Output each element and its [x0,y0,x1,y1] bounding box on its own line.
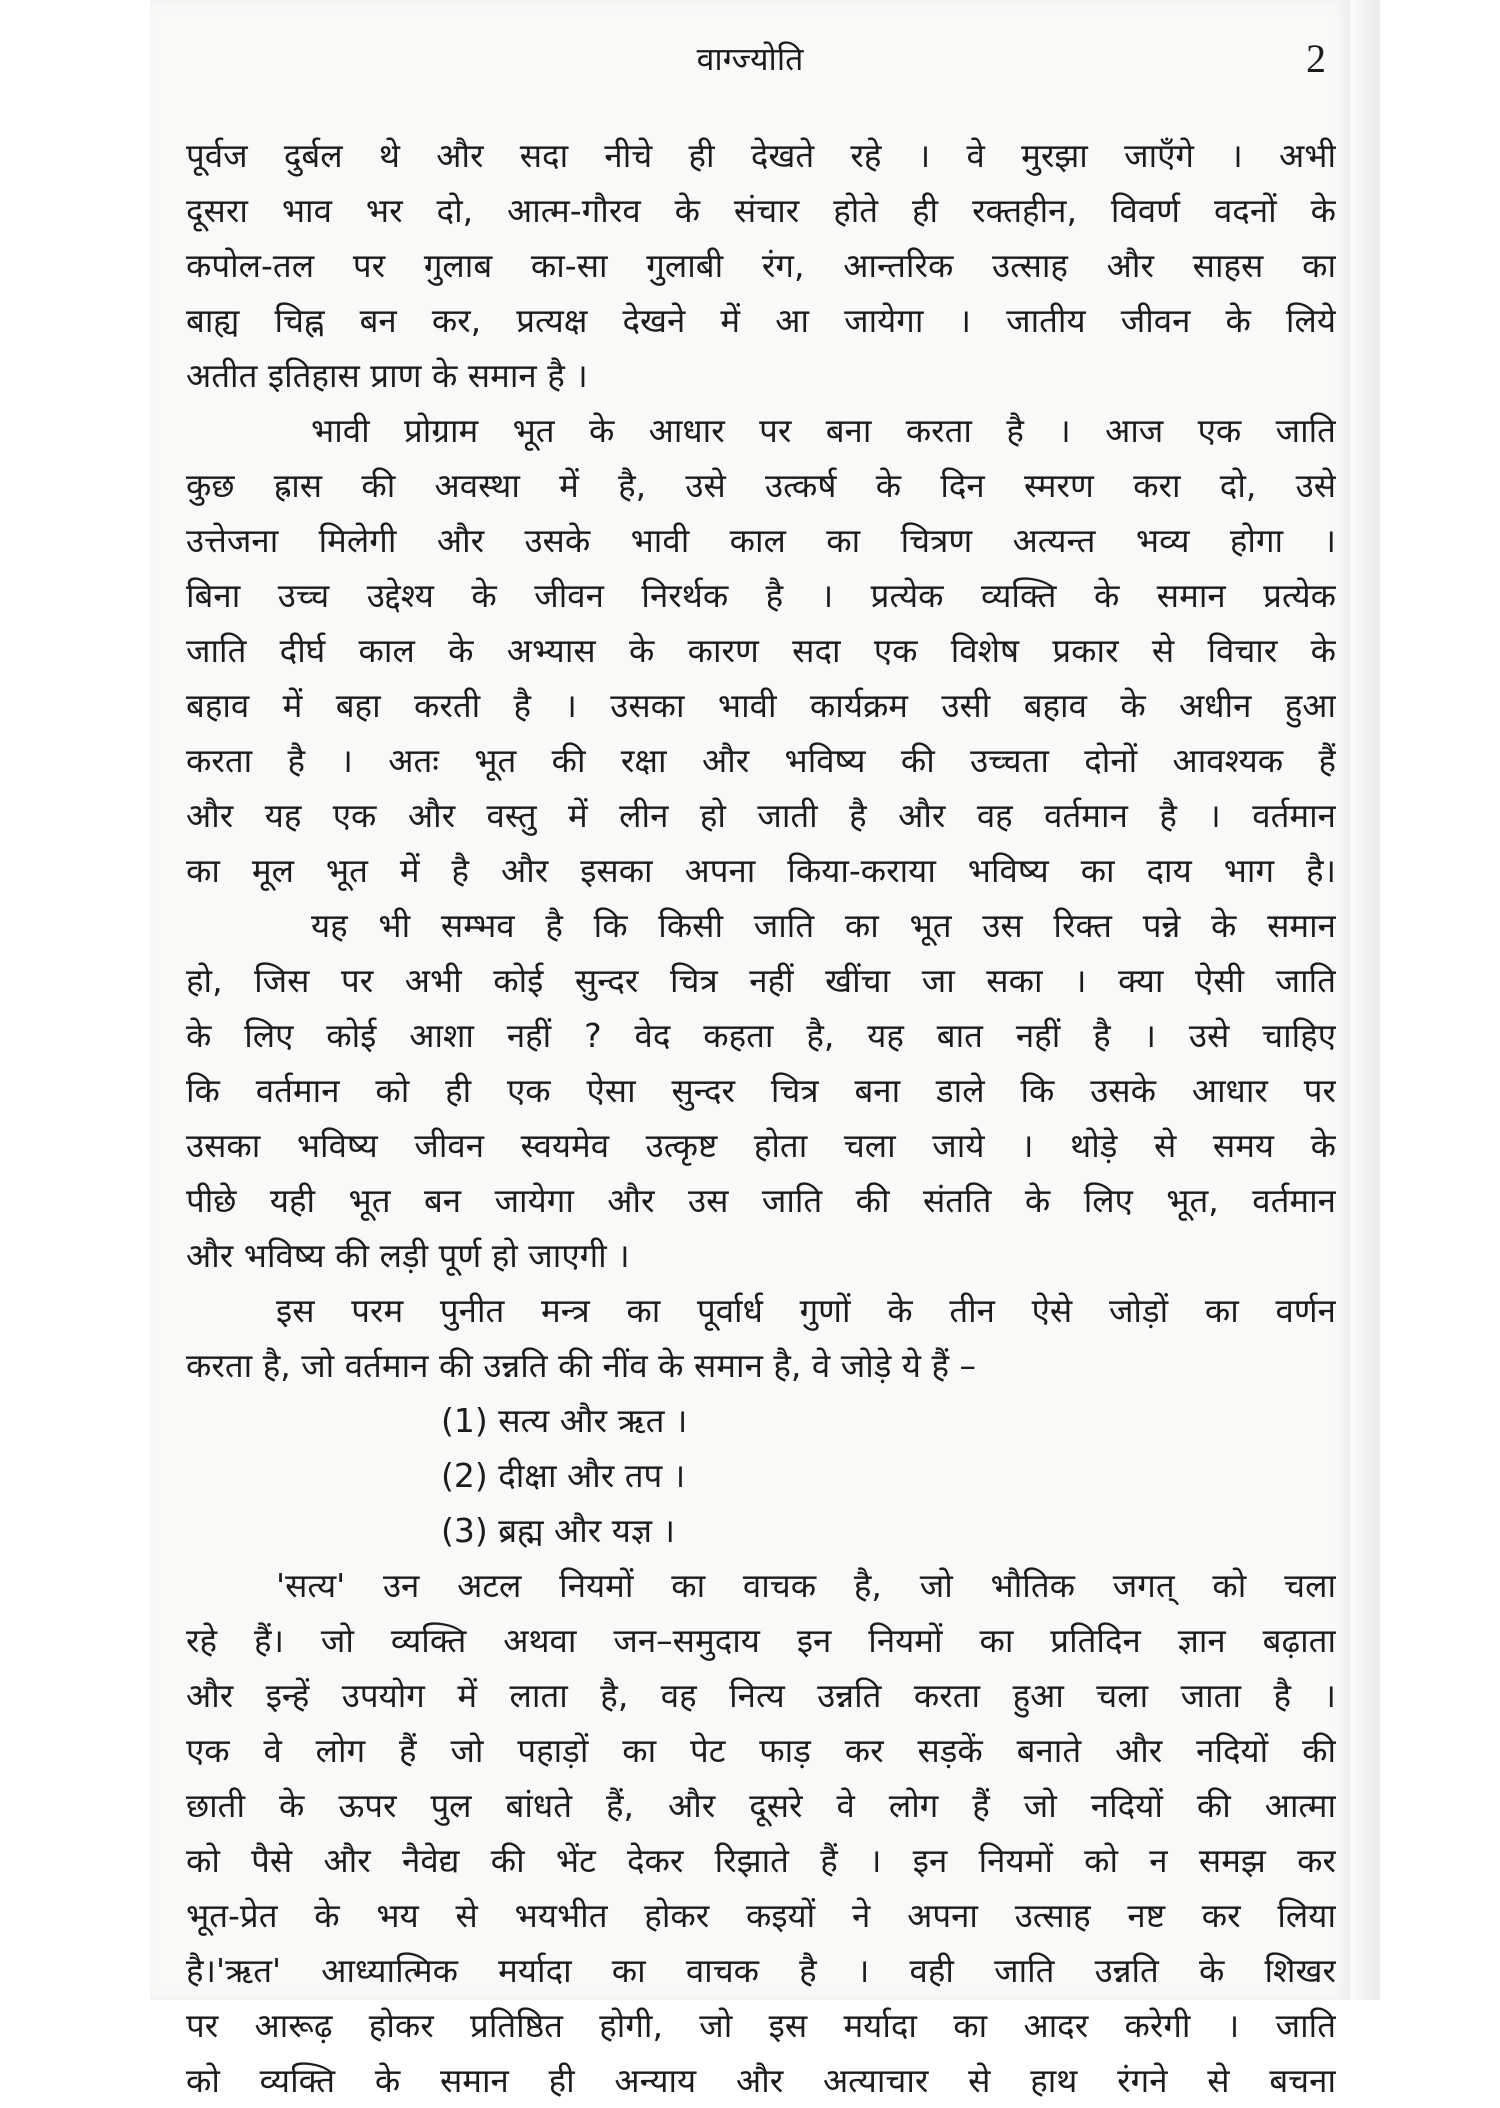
text-line: करता है । अतः भूत की रक्षा और भविष्य की उच्चता दोनों आवश्यक हैं [186,741,1336,780]
text-line: भूत-प्रेत के भय से भयभीत होकर कइयों ने अपना उत्साह नष्ट कर लिया [186,1896,1336,1935]
text-line: है।'ऋत' आध्यात्मिक मर्यादा का वाचक है । वही जाति उन्नति के शिखर [186,1951,1336,1990]
text-line: का मूल भूत में है और इसका अपना किया-कराया भविष्य का दाय भाग है। [186,851,1336,890]
page-gutter-shadow [1340,0,1380,2000]
text-line: बाह्य चिह्न बन कर, प्रत्यक्ष देखने में आ जायेगा । जातीय जीवन के लिये [186,301,1336,340]
text-line: अतीत इतिहास प्राण के समान है । [186,356,588,395]
text-line: हो, जिस पर अभी कोई सुन्दर चित्र नहीं खींचा जा सका । क्या ऐसी जाति [186,961,1336,1000]
text-line: बिना उच्च उद्देश्य के जीवन निरर्थक है । प्रत्येक व्यक्ति के समान प्रत्येक [186,576,1336,615]
text-line: और इन्हें उपयोग में लाता है, वह नित्य उन्नति करता हुआ चला जाता है । [186,1676,1336,1715]
running-title: वाग्ज्योति [696,40,804,78]
text-line: और भविष्य की लड़ी पूर्ण हो जाएगी । [186,1236,630,1275]
text-line: के लिए कोई आशा नहीं ? वेद कहता है, यह बात नहीं है । उसे चाहिए [186,1016,1336,1055]
text-line: पर आरूढ़ होकर प्रतिष्ठित होगी, जो इस मर्यादा का आदर करेगी । जाति [186,2006,1336,2045]
text-line: करता है, जो वर्तमान की उन्नति की नींव के समान है, वे जोड़े ये हैं – [186,1346,977,1385]
text-line: 'सत्य' उन अटल नियमों का वाचक है, जो भौतिक जगत् को चला [276,1566,1336,1605]
running-header [150,34,1350,84]
text-line: इस परम पुनीत मन्त्र का पूर्वार्ध गुणों के तीन ऐसे जोड़ों का वर्णन [276,1291,1336,1330]
body-text [186,128,1336,2108]
text-line: एक वे लोग हैं जो पहाड़ों का पेट फाड़ कर सड़कें बनाते और नदियों की [186,1731,1336,1770]
text-line: को पैसे और नैवेद्य की भेंट देकर रिझाते हैं । इन नियमों को न समझ कर [186,1841,1336,1880]
list-item: (1) सत्य और ऋत । [441,1401,688,1440]
text-line: कि वर्तमान को ही एक ऐसा सुन्दर चित्र बना डाले कि उसके आधार पर [186,1071,1336,1110]
text-line: उत्तेजना मिलेगी और उसके भावी काल का चित्रण अत्यन्त भव्य होगा । [186,521,1336,560]
text-line: यह भी सम्भव है कि किसी जाति का भूत उस रिक्त पन्ने के समान [311,906,1336,945]
text-line: भावी प्रोग्राम भूत के आधार पर बना करता है । आज एक जाति [311,411,1336,450]
text-line: जाति दीर्घ काल के अभ्यास के कारण सदा एक विशेष प्रकार से विचार के [186,631,1336,670]
text-line: कुछ ह्रास की अवस्था में है, उसे उत्कर्ष के दिन स्मरण करा दो, उसे [186,466,1336,505]
text-line: को व्यक्ति के समान ही अन्याय और अत्याचार से हाथ रंगने से बचना [186,2061,1336,2100]
text-line: दूसरा भाव भर दो, आत्म-गौरव के संचार होते ही रक्तहीन, विवर्ण वदनों के [186,191,1336,230]
list-item: (2) दीक्षा और तप । [441,1456,686,1495]
text-line: उसका भविष्य जीवन स्वयमेव उत्कृष्ट होता चला जाये । थोड़े से समय के [186,1126,1336,1165]
text-line: और यह एक और वस्तु में लीन हो जाती है और वह वर्तमान है । वर्तमान [186,796,1336,835]
text-line: छाती के ऊपर पुल बांधते हैं, और दूसरे वे लोग हैं जो नदियों की आत्मा [186,1786,1336,1825]
text-line: रहे हैं। जो व्यक्ति अथवा जन–समुदाय इन नियमों का प्रतिदिन ज्ञान बढ़ाता [186,1621,1336,1660]
text-line: पीछे यही भूत बन जायेगा और उस जाति की संतति के लिए भूत, वर्तमान [186,1181,1336,1220]
text-line: पूर्वज दुर्बल थे और सदा नीचे ही देखते रहे । वे मुरझा जाएँगे । अभी [186,136,1336,175]
list-item: (3) ब्रह्म और यज्ञ । [441,1511,676,1550]
text-line: बहाव में बहा करती है । उसका भावी कार्यक्रम उसी बहाव के अधीन हुआ [186,686,1336,725]
page-number: 2 [1306,36,1326,81]
text-line: कपोल-तल पर गुलाब का-सा गुलाबी रंग, आन्तरिक उत्साह और साहस का [186,246,1336,285]
